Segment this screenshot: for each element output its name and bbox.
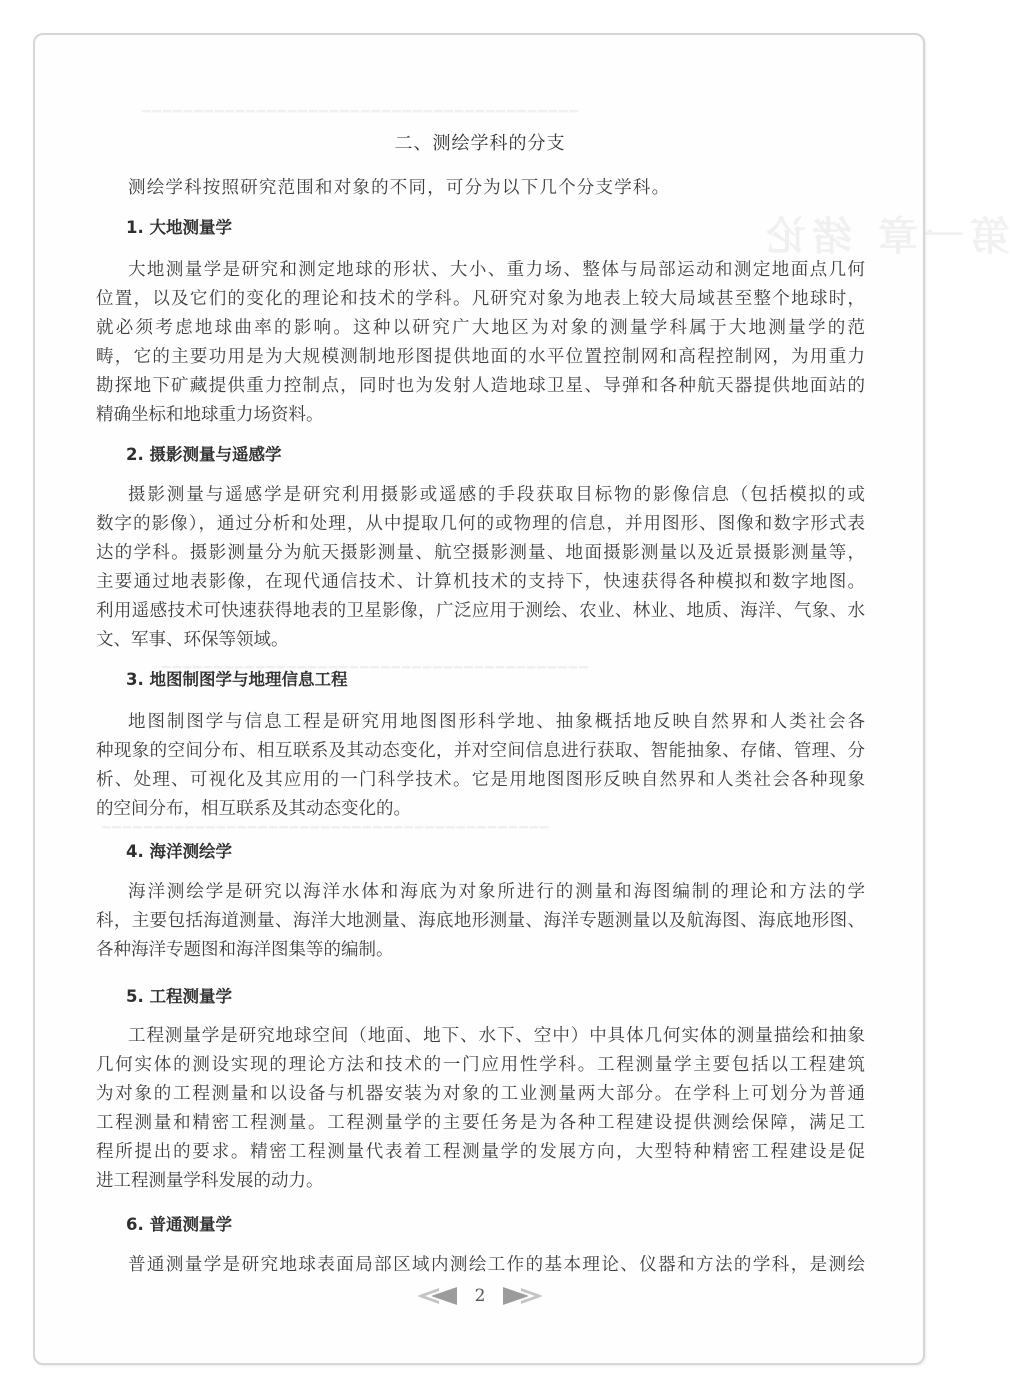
page-number-footer [0,1286,960,1306]
paragraph-line: 达的学科。摄影测量分为航天摄影测量、航空摄影测量、地面摄影测量以及近景摄影测量等， [96,543,865,563]
paragraph-line: 海洋测绘学是研究以海洋水体和海底为对象所进行的测量和海图编制的理论和方法的学 [128,882,865,902]
section-heading: 3. 地图制图学与地理信息工程 [126,670,348,689]
paragraph-line: 普通测量学是研究地球表面局部区域内测绘工作的基本理论、仪器和方法的学科，是测绘 [128,1255,865,1275]
paragraph-line: 主要通过地表影像，在现代通信技术、计算机技术的支持下，快速获得各种模拟和数字地图。 [96,572,865,592]
bleed-through-heading: 第一章 [871,214,1010,260]
paragraph-line: 位置，以及它们的变化的理论和技术的学科。凡研究对象为地表上较大局域甚至整个地球时， [96,289,865,309]
paragraph-line: 利用遥感技术可快速获得地表的卫星影像，广泛应用于测绘、农业、林业、地质、海洋、气象、水 [96,601,865,621]
paragraph-line: 几何实体的测设实现的理论方法和技术的一门应用性学科。工程测量学主要包括以工程建筑 [96,1055,865,1075]
paragraph-line: 勘探地下矿藏提供重力控制点，同时也为发射人造地球卫星、导弹和各种航天器提供地面站的 [96,376,865,396]
paragraph-line: 程所提出的要求。精密工程测量代表着工程测量学的发展方向，大型特种精密工程建设是促 [96,1142,865,1162]
paragraph-line: 科，主要包括海道测量、海洋大地测量、海底地形测量、海洋专题测量以及航海图、海底地形图、 [96,911,865,931]
section-heading: 4. 海洋测绘学 [126,842,232,861]
page-title: 二、测绘学科的分支 [394,133,566,154]
paragraph-line: 为对象的工程测量和以设备与机器安装为对象的工业测量两大部分。在学科上可划分为普通 [96,1084,865,1104]
paragraph-line: 摄影测量与遥感学是研究利用摄影或遥感的手段获取目标物的影像信息（包括模拟的或 [128,485,865,505]
section-heading: 5. 工程测量学 [126,987,232,1006]
section-heading: 1. 大地测量学 [126,218,232,237]
paragraph-line: 进工程测量学科发展的动力。 [96,1171,324,1191]
paragraph-line: 种现象的空间分布、相互联系及其动态变化，并对空间信息进行获取、智能抽象、存储、管理、分 [96,741,865,761]
double-right-triangle-icon [499,1287,543,1305]
paragraph-line: 就必须考虑地球曲率的影响。这种以研究广大地区为对象的测量学科属于大地测量学的范 [96,318,865,338]
paragraph-line: 精确坐标和地球重力场资料。 [96,405,324,425]
double-left-triangle-icon [417,1287,461,1305]
paragraph-line: 的空间分布，相互联系及其动态变化的。 [96,799,411,819]
paragraph-line: 畴，它的主要功用是为大规模测制地形图提供地面的水平位置控制网和高程控制网，为用重力 [96,347,865,367]
paragraph-line: 析、处理、可视化及其应用的一门科学技术。它是用地图图形反映自然界和人类社会各种现象 [96,770,865,790]
section-heading: 2. 摄影测量与遥感学 [126,445,282,464]
paragraph-line: 各种海洋专题图和海洋图集等的编制。 [96,940,394,960]
paragraph-line: 地图制图学与信息工程是研究用地图图形科学地、抽象概括地反映自然界和人类社会各 [128,712,865,732]
paragraph-line: 大地测量学是研究和测定地球的形状、大小、重力场、整体与局部运动和测定地面点几何 [128,260,865,280]
paragraph-line: 文、军事、环保等领域。 [96,630,289,650]
intro-paragraph: 测绘学科按照研究范围和对象的不同，可分为以下几个分支学科。 [128,178,671,198]
section-heading: 6. 普通测量学 [126,1215,232,1234]
paragraph-line: 数字的影像），通过分析和处理，从中提取几何的或物理的信息，并用图形、图像和数字形式表 [96,514,865,534]
paragraph-line: 工程测量和精密工程测量。工程测量学的主要任务是为各种工程建设提供测绘保障，满足工 [96,1113,865,1133]
paragraph-line: 工程测量学是研究地球空间（地面、地下、水下、空中）中具体几何实体的测量描绘和抽象 [128,1026,865,1046]
page-number: 2 [474,1286,486,1306]
